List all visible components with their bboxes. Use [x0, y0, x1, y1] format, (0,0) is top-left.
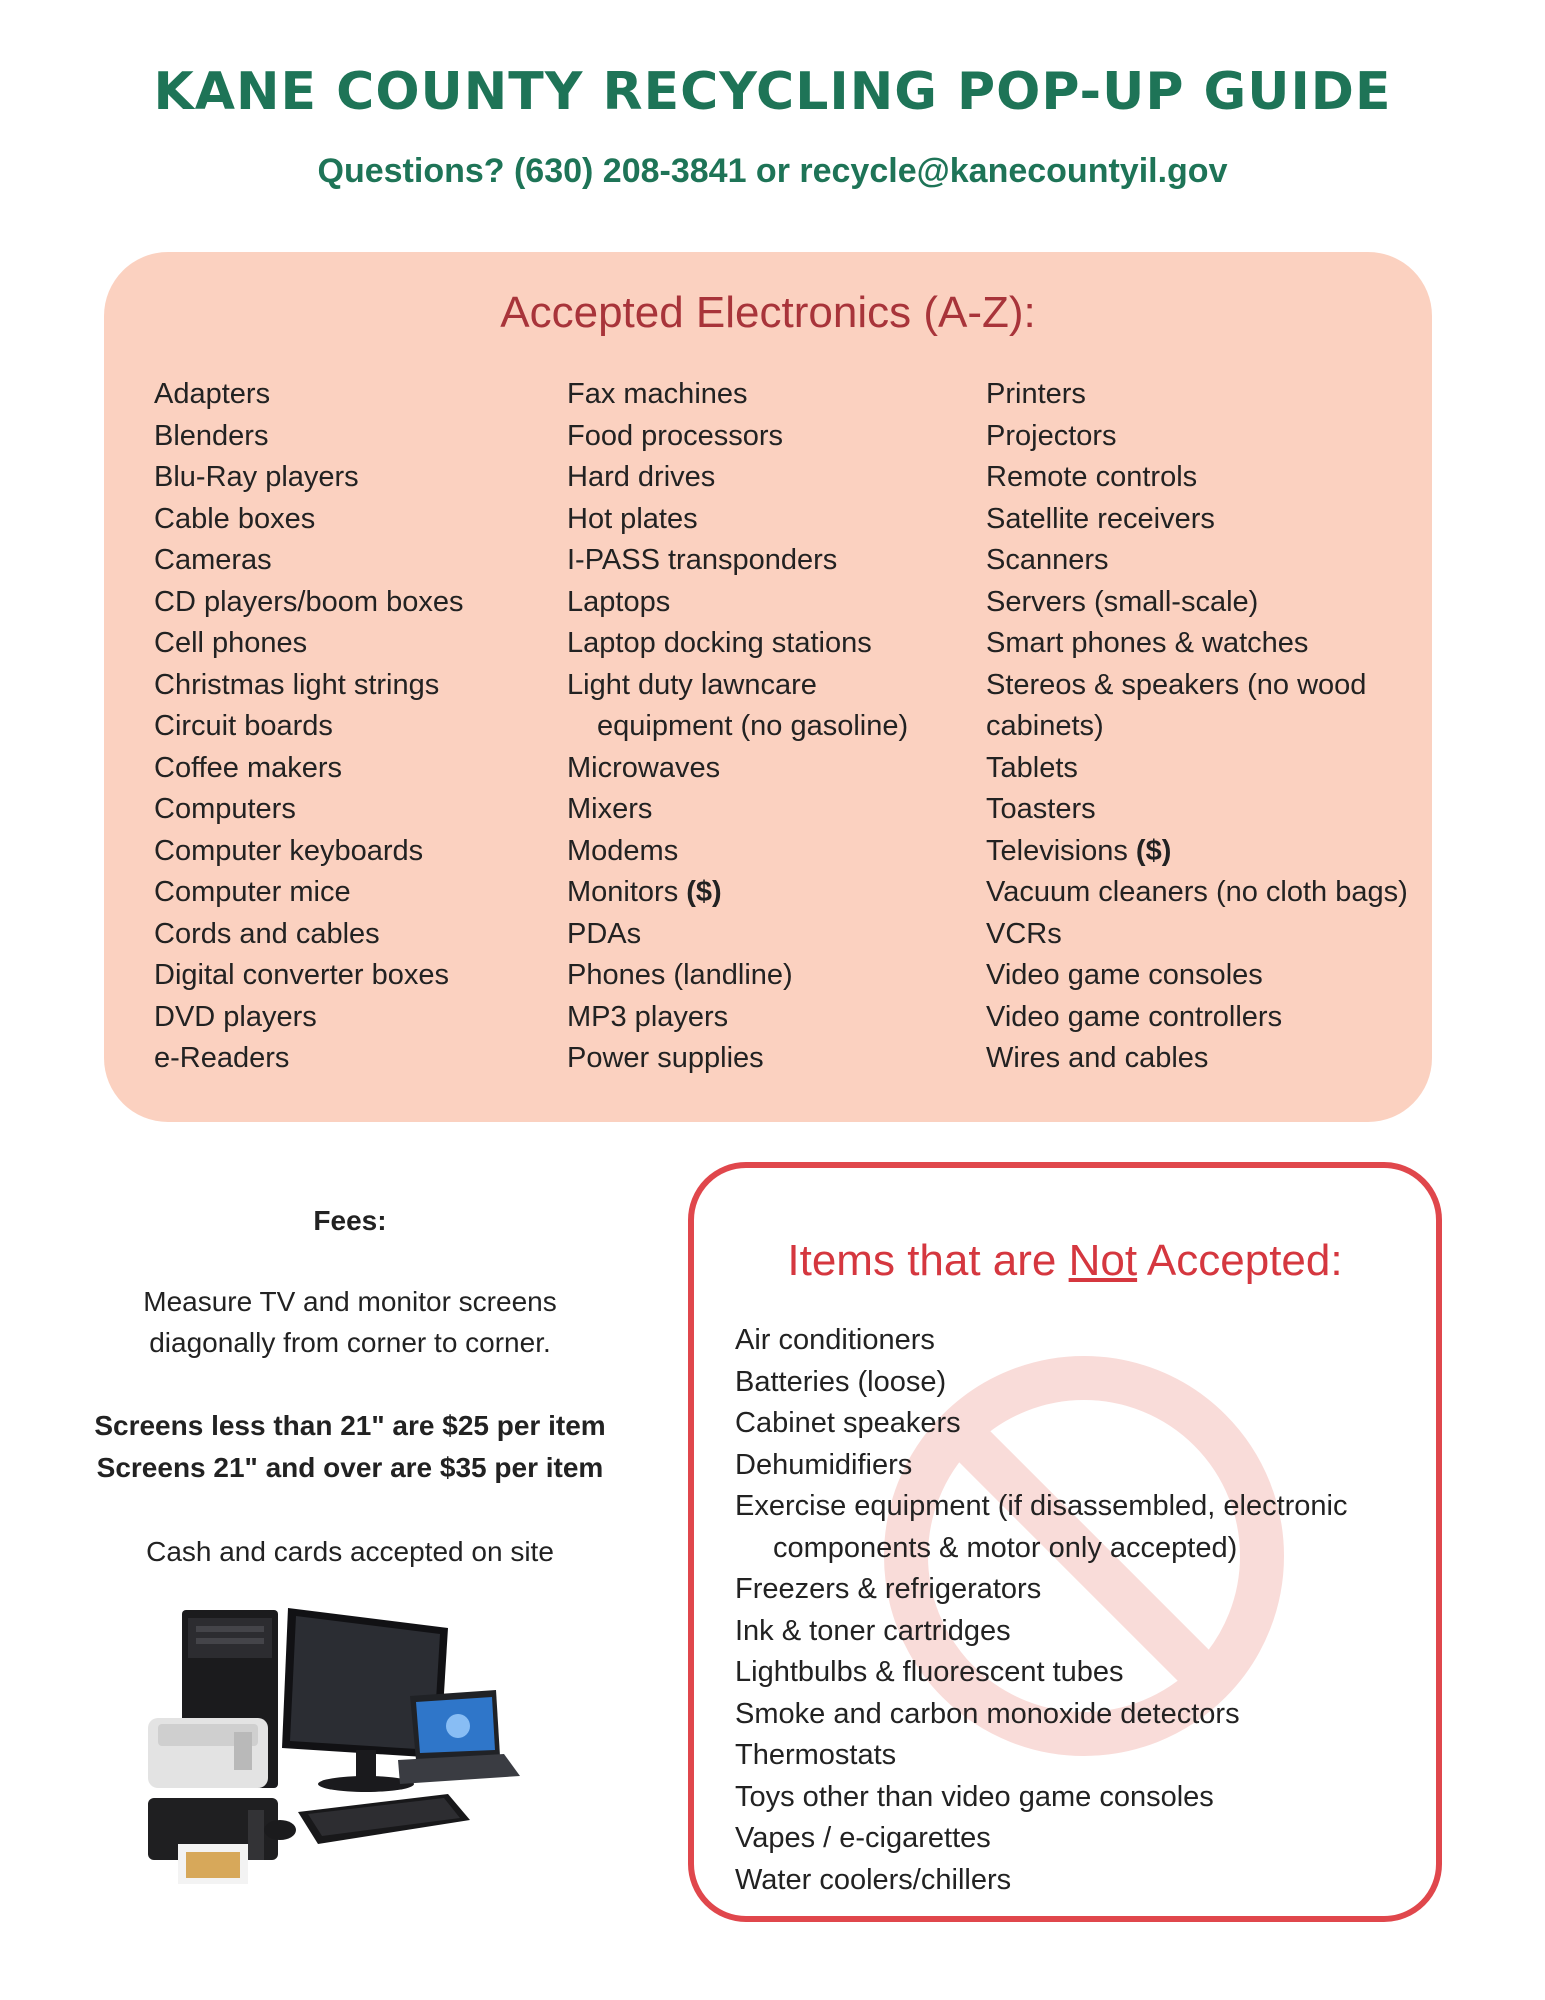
- list-item: Remote controls: [986, 461, 1198, 493]
- list-item: Christmas light strings: [154, 668, 440, 701]
- list-item-continuation: cabinets): [986, 710, 1104, 742]
- list-item: Air conditioners: [735, 1324, 935, 1356]
- list-item: Cable boxes: [154, 502, 316, 535]
- item-label: Monitors: [567, 876, 679, 908]
- list-item: PDAs: [567, 917, 642, 950]
- list-item: Adapters: [154, 378, 271, 410]
- list-item: DVD players: [154, 1000, 317, 1033]
- list-item: Stereos & speakers (no wood: [986, 668, 1367, 701]
- accepted-column-3: [986, 374, 1408, 1080]
- list-item: Video game consoles: [986, 959, 1263, 991]
- list-item: Mixers: [567, 793, 653, 825]
- list-item-with-fee: [567, 872, 908, 914]
- list-item-continuation: components & motor only accepted): [773, 1531, 1238, 1564]
- list-item: Toasters: [986, 793, 1096, 825]
- not-accepted-heading: [694, 1236, 1436, 1286]
- list-item: Hard drives: [567, 461, 716, 493]
- list-item: Batteries (loose): [735, 1365, 947, 1398]
- page-title: KANE COUNTY RECYCLING POP-UP GUIDE: [153, 62, 1392, 122]
- fees-section: [60, 1205, 640, 1572]
- fees-measure-line-1: Measure TV and monitor screens: [143, 1286, 557, 1317]
- list-item: Power supplies: [567, 1042, 764, 1074]
- fee-marker: ($): [1135, 834, 1172, 867]
- list-item: Projectors: [986, 419, 1117, 452]
- list-item: Tablets: [986, 751, 1078, 784]
- list-item: Cameras: [154, 544, 272, 576]
- list-item-continuation: equipment (no gasoline): [597, 710, 909, 742]
- list-item: Ink & toner cartridges: [735, 1614, 1011, 1647]
- list-item: Video game controllers: [986, 1000, 1283, 1033]
- list-item: Food processors: [567, 419, 783, 452]
- item-label: Televisions: [986, 834, 1128, 867]
- list-item: e-Readers: [154, 1042, 290, 1074]
- list-item: Digital converter boxes: [154, 959, 449, 991]
- list-item: Coffee makers: [154, 751, 343, 784]
- accepted-electronics-panel: [104, 252, 1432, 1122]
- list-item: Printers: [986, 378, 1086, 410]
- list-item: Vacuum cleaners (no cloth bags): [986, 876, 1408, 908]
- list-item: Phones (landline): [567, 959, 793, 991]
- list-item: Thermostats: [735, 1739, 897, 1771]
- list-item: Laptop docking stations: [567, 627, 872, 659]
- list-item-with-fee: [986, 831, 1408, 873]
- list-item: Lightbulbs & fluorescent tubes: [735, 1656, 1124, 1688]
- not-heading-prefix: Items that are: [787, 1236, 1069, 1285]
- payment-note: Cash and cards accepted on site: [146, 1536, 554, 1567]
- list-item: Freezers & refrigerators: [735, 1573, 1042, 1605]
- list-item: Modems: [567, 834, 679, 867]
- list-item: Water coolers/chillers: [735, 1863, 1012, 1896]
- list-item: Hot plates: [567, 502, 698, 535]
- fees-measure-line-2: diagonally from corner to corner.: [149, 1327, 551, 1358]
- accepted-column-2: [567, 374, 908, 1080]
- not-heading-emphasis: Not: [1068, 1236, 1138, 1285]
- list-item: Computers: [154, 793, 296, 825]
- list-item: I-PASS transponders: [567, 544, 838, 576]
- list-item: Cell phones: [154, 627, 308, 659]
- list-item: Smart phones & watches: [986, 627, 1309, 659]
- list-item: Satellite receivers: [986, 502, 1215, 535]
- list-item: Blenders: [154, 419, 269, 452]
- contact-line: Questions? (630) 208-3841 or recycle@kanecountyil.gov: [317, 152, 1228, 190]
- fee-under-21: Screens less than 21" are $25 per item: [94, 1410, 606, 1441]
- accepted-heading: Accepted Electronics (A-Z):: [500, 288, 1036, 337]
- fee-21-and-over: Screens 21" and over are $35 per item: [96, 1452, 604, 1483]
- list-item: Fax machines: [567, 378, 748, 410]
- accepted-column-1: [154, 374, 463, 1080]
- list-item: Vapes / e-cigarettes: [735, 1822, 991, 1854]
- list-item: Exercise equipment (if disassembled, electronic: [735, 1490, 1348, 1522]
- list-item: Computer mice: [154, 876, 351, 908]
- list-item: Servers (small-scale): [986, 585, 1259, 618]
- list-item: Cabinet speakers: [735, 1407, 961, 1439]
- list-item: Computer keyboards: [154, 834, 424, 867]
- not-accepted-list: [735, 1320, 1348, 1901]
- fees-heading: Fees:: [313, 1205, 387, 1236]
- not-accepted-panel: [688, 1162, 1442, 1922]
- list-item: VCRs: [986, 917, 1062, 950]
- list-item: Toys other than video game consoles: [735, 1780, 1214, 1813]
- list-item: MP3 players: [567, 1000, 729, 1033]
- computer-equipment-illustration: [148, 1598, 548, 1898]
- list-item: Laptops: [567, 585, 671, 618]
- list-item: Dehumidifiers: [735, 1448, 913, 1481]
- list-item: Light duty lawncare: [567, 668, 817, 701]
- list-item: Microwaves: [567, 751, 721, 784]
- list-item: Smoke and carbon monoxide detectors: [735, 1697, 1240, 1730]
- list-item: Scanners: [986, 544, 1109, 576]
- not-heading-suffix: Accepted:: [1137, 1236, 1343, 1285]
- list-item: Cords and cables: [154, 917, 380, 950]
- list-item: Wires and cables: [986, 1042, 1209, 1074]
- list-item: CD players/boom boxes: [154, 585, 464, 618]
- fee-marker: ($): [686, 876, 722, 908]
- list-item: Blu-Ray players: [154, 461, 359, 493]
- list-item: Circuit boards: [154, 710, 333, 742]
